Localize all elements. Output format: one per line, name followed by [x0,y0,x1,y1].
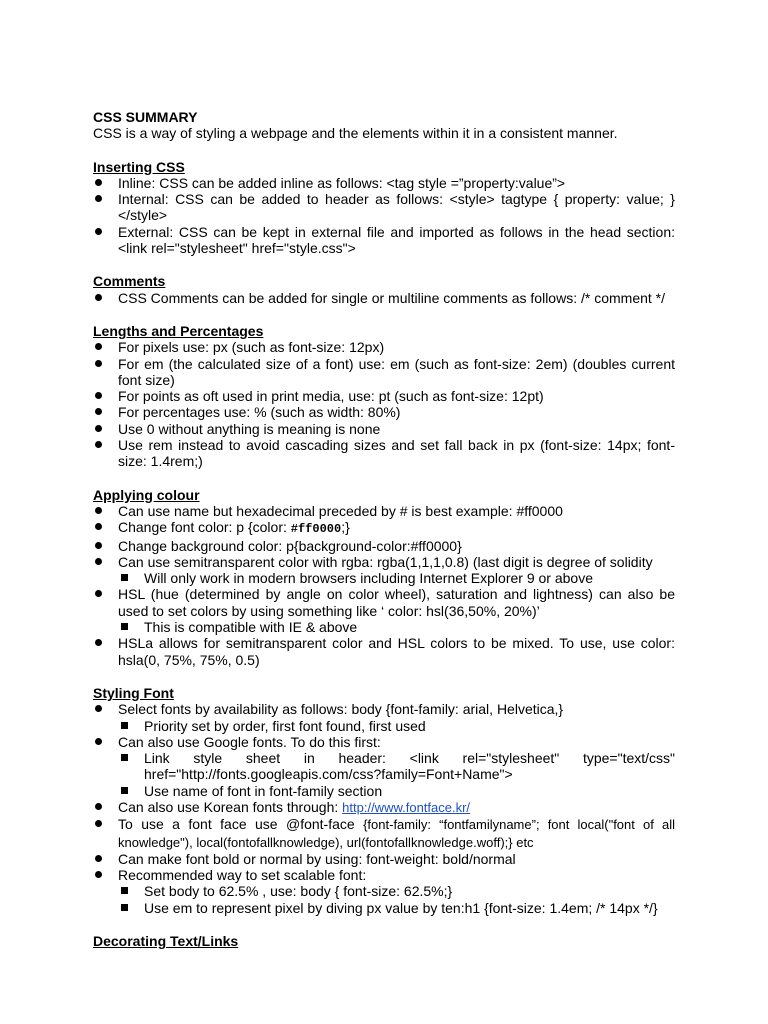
list-item: Inline: CSS can be added inline as follows: <tag style =”property:value”> [93,175,675,191]
list-item: Change background color: p{background-color:#ff0000} [93,538,675,554]
bullet-icon [95,803,102,810]
bullet-icon [95,507,102,514]
bullet-icon [95,639,102,646]
bullet-icon [95,855,102,862]
bullet-icon [95,343,102,350]
bullet-icon [95,408,102,415]
list-item: HSL (hue (determined by angle on color wheel), saturation and lightness) can also be used to set colors by using something like ‘ color: hsl(36,50%, 20%)’ [93,586,675,619]
square-bullet-icon [121,754,128,761]
list-item: For pixels use: px (such as font-size: 12px) [93,339,675,355]
bullet-icon [95,392,102,399]
list-item: For em (the calculated size of a font) use: em (such as font-size: 2em) (doubles current font size) [93,356,675,389]
list-item: Use 0 without anything is meaning is none [93,421,675,437]
square-bullet-icon [121,904,128,911]
lengths-list [93,339,675,469]
list-item: Can use semitransparent color with rgba: rgba(1,1,1,0.8) (last digit is degree of solidity [93,554,675,570]
square-bullet-icon [121,887,128,894]
list-item: Recommended way to set scalable font: [93,867,675,883]
sub-list-item: Link style sheet in header: <link rel="stylesheet" type="text/css" href="http://fonts.googleapis.com/css?family=Font+Name"> [93,750,675,783]
bullet-icon [95,558,102,565]
square-bullet-icon [121,722,128,729]
bullet-icon [95,441,102,448]
code-snippet: #ff0000 [290,522,342,537]
square-bullet-icon [121,574,128,581]
fontface-link[interactable]: http://www.fontface.kr/ [342,799,471,815]
heading-decorating-text: Decorating Text/Links [93,933,239,950]
bullet-icon [95,228,102,235]
page-title: CSS SUMMARY [93,109,198,125]
list-item: Select fonts by availability as follows: body {font-family: arial, Helvetica,} [93,701,675,717]
sub-list-item: Use em to represent pixel by diving px value by ten:h1 {font-size: 1.4em; /* 14px */} [93,900,675,916]
bullet-icon [95,523,102,530]
list-item: Can make font bold or normal by using: font-weight: bold/normal [93,851,675,867]
square-bullet-icon [121,787,128,794]
list-item: CSS Comments can be added for single or multiline comments as follows: /* comment */ [93,290,675,306]
list-item: For points as oft used in print media, use: pt (such as font-size: 12pt) [93,388,675,404]
bullet-icon [95,705,102,712]
bullet-icon [95,195,102,202]
comments-list [93,290,675,306]
colour-list [93,503,675,668]
list-item: Use rem instead to avoid cascading sizes and set fall back in px (font-size: 14px; font-size: 1.4rem;) [93,437,675,470]
heading-inserting-css: Inserting CSS [93,158,185,175]
list-item: Can also use Korean fonts through: http://www.fontface.kr/ [93,799,675,816]
bullet-icon [95,738,102,745]
heading-styling-font: Styling Font [93,684,174,701]
bullet-icon [95,294,102,301]
intro-text: CSS is a way of styling a webpage and the elements within it in a consistent manner. [93,125,618,142]
bullet-icon [95,425,102,432]
list-item: For percentages use: % (such as width: 80%) [93,404,675,420]
bullet-icon [95,871,102,878]
list-item: Can use name but hexadecimal preceded by # is best example: #ff0000 [93,503,675,519]
inserting-css-list [93,175,675,256]
heading-lengths: Lengths and Percentages [93,322,264,339]
sub-list-item: Will only work in modern browsers including Internet Explorer 9 or above [93,570,675,586]
square-bullet-icon [121,623,128,630]
list-item: Change font color: p {color: #ff0000;} [93,519,675,537]
bullet-icon [95,179,102,186]
heading-applying-colour: Applying colour [93,486,200,503]
bullet-icon [95,360,102,367]
bullet-icon [95,542,102,549]
sub-list-item: Use name of font in font-family section [93,783,675,799]
sub-list-item: Set body to 62.5% , use: body { font-size: 62.5%;} [93,883,675,899]
bullet-icon [95,820,102,827]
list-item: Can also use Google fonts. To do this first: [93,734,675,750]
list-item: Internal: CSS can be added to header as follows: <style> tagtype { property: value; } </style> [93,191,675,224]
list-item: To use a font face use @font-face {font-family: “fontfamilyname”; font local("font of all knowledge"), local(fontofallknowledge), url(fontofallknowledge.woff);} etc [93,816,675,851]
font-list [93,701,675,916]
sub-list-item: Priority set by order, first font found, first used [93,718,675,734]
heading-comments: Comments [93,273,166,290]
list-item: HSLa allows for semitransparent color and HSL colors to be mixed. To use, use color: hsla(0, 75%, 75%, 0.5) [93,635,675,668]
document-content [93,109,675,949]
bullet-icon [95,590,102,597]
sub-list-item: This is compatible with IE & above [93,619,675,635]
list-item: External: CSS can be kept in external file and imported as follows in the head section: <link rel="stylesheet" href="style.css"> [93,224,675,257]
